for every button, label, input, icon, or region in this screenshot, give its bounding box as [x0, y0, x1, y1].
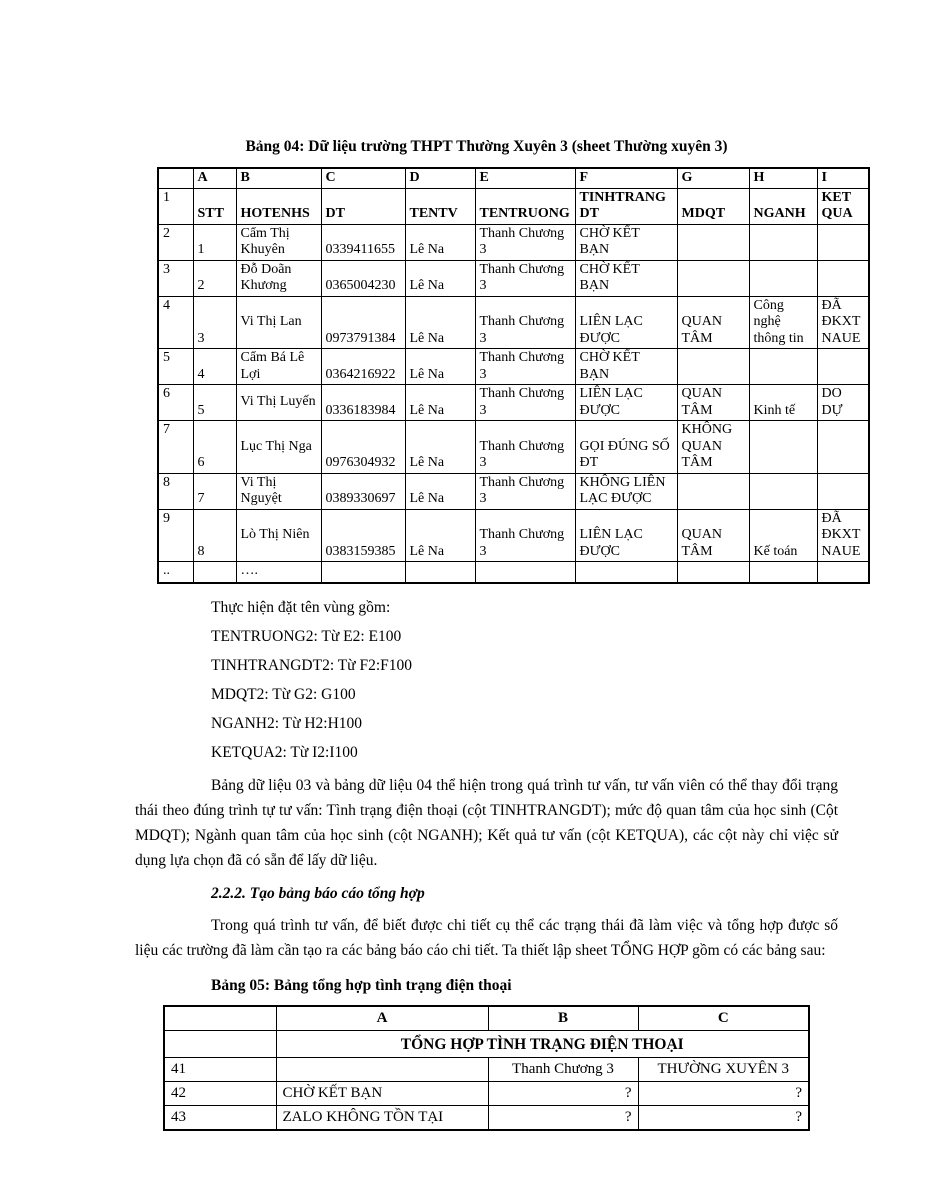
- cell-tentv: Lê Na: [405, 385, 475, 421]
- cell-nganh: [749, 421, 817, 474]
- cell-tentv: Lê Na: [405, 349, 475, 385]
- cell-status-label: ZALO KHÔNG TỒN TẠI: [276, 1106, 488, 1131]
- cell-ketqua: [817, 473, 869, 509]
- cell-tentruong: Thanh Chương 3: [475, 260, 575, 296]
- col-letter-g: G: [677, 168, 749, 188]
- table04-field-row: [158, 188, 869, 224]
- cell-school-b: Thanh Chương 3: [488, 1058, 638, 1082]
- table-row: [158, 473, 869, 509]
- table05-caption: Bảng 05: Bảng tổng hợp tình trạng điện thoại: [211, 977, 512, 994]
- cell-row-number: 9: [158, 509, 193, 562]
- table-row: [158, 421, 869, 474]
- cell-dt: 0364216922: [321, 349, 405, 385]
- col-letter-a: A: [276, 1006, 488, 1031]
- field-nganh: NGANH: [749, 188, 817, 224]
- cell-mdqt: [677, 562, 749, 584]
- cell-stt: 2: [193, 260, 236, 296]
- cell-dt: 0383159385: [321, 509, 405, 562]
- cell-stt: 5: [193, 385, 236, 421]
- cell-tinhtrangdt: LIÊN LẠC ĐƯỢC: [575, 296, 677, 349]
- cell-hotenhs: Vi Thị Lan: [236, 296, 321, 349]
- cell-row-number: 42: [164, 1082, 276, 1106]
- cell-tinhtrangdt: LIÊN LẠC ĐƯỢC: [575, 509, 677, 562]
- section-heading-222: 2.2.2. Tạo bảng báo cáo tổng hợp: [211, 885, 425, 902]
- table05-letter-row: [164, 1006, 809, 1031]
- cell-stt: 1: [193, 224, 236, 260]
- cell-tinhtrangdt: LIÊN LẠC ĐƯỢC: [575, 385, 677, 421]
- table05-title-row: [164, 1031, 809, 1058]
- cell-mdqt: QUAN TÂM: [677, 385, 749, 421]
- cell-nganh: Công nghệ thông tin: [749, 296, 817, 349]
- cell-ketqua: [817, 260, 869, 296]
- cell-corner: [164, 1006, 276, 1031]
- ranges-intro: Thực hiện đặt tên vùng gồm:: [211, 599, 391, 616]
- cell-row-number: 3: [158, 260, 193, 296]
- cell-hotenhs: Vi Thị Nguyệt: [236, 473, 321, 509]
- cell-stt: 4: [193, 349, 236, 385]
- col-letter-c: C: [638, 1006, 809, 1031]
- cell-tentruong: Thanh Chương 3: [475, 224, 575, 260]
- cell-row-number: ..: [158, 562, 193, 584]
- cell-row-number: 43: [164, 1106, 276, 1131]
- cell-tentruong: Thanh Chương 3: [475, 296, 575, 349]
- cell-corner: [158, 168, 193, 188]
- cell-tentruong: Thanh Chương 3: [475, 349, 575, 385]
- cell-mdqt: QUAN TÂM: [677, 509, 749, 562]
- field-stt: STT: [193, 188, 236, 224]
- cell-tentv: Lê Na: [405, 421, 475, 474]
- cell-tentv: Lê Na: [405, 473, 475, 509]
- col-letter-f: F: [575, 168, 677, 188]
- cell-tentv: Lê Na: [405, 260, 475, 296]
- cell-hotenhs: Cẩm Thị Khuyên: [236, 224, 321, 260]
- cell-nganh: Kế toán: [749, 509, 817, 562]
- cell-ketqua: ĐÃ ĐKXT NAUE: [817, 509, 869, 562]
- table-row: [158, 509, 869, 562]
- table05-title: TỔNG HỢP TÌNH TRẠNG ĐIỆN THOẠI: [276, 1031, 809, 1058]
- cell-tentruong: [475, 562, 575, 584]
- cell-nganh: [749, 349, 817, 385]
- range-definition: KETQUA2: Từ I2:I100: [211, 744, 358, 761]
- cell-dt: 0365004230: [321, 260, 405, 296]
- cell-tentv: [405, 562, 475, 584]
- table-row: [158, 349, 869, 385]
- col-letter-h: H: [749, 168, 817, 188]
- cell-stt: 3: [193, 296, 236, 349]
- col-letter-e: E: [475, 168, 575, 188]
- cell-count-b: ?: [488, 1106, 638, 1131]
- col-letter-i: I: [817, 168, 869, 188]
- cell-nganh: [749, 562, 817, 584]
- cell-ketqua: [817, 421, 869, 474]
- cell-dt: 0976304932: [321, 421, 405, 474]
- cell-row-number: 2: [158, 224, 193, 260]
- col-letter-d: D: [405, 168, 475, 188]
- cell-ketqua: ĐÃ ĐKXT NAUE: [817, 296, 869, 349]
- cell-count-c: ?: [638, 1082, 809, 1106]
- field-dt: DT: [321, 188, 405, 224]
- cell-mdqt: [677, 473, 749, 509]
- table-row: [164, 1082, 809, 1106]
- cell-tinhtrangdt: CHỜ KẾT BẠN: [575, 349, 677, 385]
- cell-tentv: Lê Na: [405, 224, 475, 260]
- cell-ketqua: DO DỰ: [817, 385, 869, 421]
- field-tinhtrangdt: TINHTRANG DT: [575, 188, 677, 224]
- cell-row-number: 7: [158, 421, 193, 474]
- cell-stt: 7: [193, 473, 236, 509]
- cell-row-number: 6: [158, 385, 193, 421]
- cell-tinhtrangdt: CHỜ KẾT BẠN: [575, 260, 677, 296]
- field-ketqua: KET QUA: [817, 188, 869, 224]
- cell-hotenhs: Vi Thị Luyến: [236, 385, 321, 421]
- cell-count-b: ?: [488, 1082, 638, 1106]
- cell-ketqua: [817, 562, 869, 584]
- ranges-list: [135, 628, 838, 761]
- field-hotenhs: HOTENHS: [236, 188, 321, 224]
- table-row: [164, 1058, 809, 1082]
- cell-dt: 0973791384: [321, 296, 405, 349]
- cell-mdqt: [677, 349, 749, 385]
- cell-row-number: 1: [158, 188, 193, 224]
- cell-mdqt: KHÔNG QUAN TÂM: [677, 421, 749, 474]
- cell-ketqua: [817, 224, 869, 260]
- cell-status-label: CHỜ KẾT BẠN: [276, 1082, 488, 1106]
- col-letter-b: B: [488, 1006, 638, 1031]
- cell-row-number: 5: [158, 349, 193, 385]
- cell-dt: 0339411655: [321, 224, 405, 260]
- cell-ketqua: [817, 349, 869, 385]
- table05-summary: [163, 1005, 810, 1131]
- cell-tentruong: Thanh Chương 3: [475, 385, 575, 421]
- cell-hotenhs: ….: [236, 562, 321, 584]
- cell-nganh: [749, 260, 817, 296]
- cell-dt: [321, 562, 405, 584]
- cell-tinhtrangdt: GỌI ĐÚNG SỐ ĐT: [575, 421, 677, 474]
- paragraph-after-ranges: Bảng dữ liệu 03 và bảng dữ liệu 04 thể hiện trong quá trình tư vấn, tư vấn viên có thể thay đổi trạng thái theo đúng trình tự tư vấn: Tình trạng điện thoại (cột TINHTRANGDT); mức độ quan tâm của học sinh (Cột MDQT); Ngành quan tâm của học sinh (cột NGANH); Kết quả tư vấn (cột KETQUA), các cột này chỉ việc sử dụng lựa chọn đã có sẵn để lấy dữ liệu.: [135, 777, 838, 869]
- table04-student-data: [157, 167, 870, 584]
- cell-school-c: THƯỜNG XUYÊN 3: [638, 1058, 809, 1082]
- col-letter-b: B: [236, 168, 321, 188]
- cell-tentv: Lê Na: [405, 509, 475, 562]
- cell-count-c: ?: [638, 1106, 809, 1131]
- cell-row-number: 8: [158, 473, 193, 509]
- cell-row-number: 41: [164, 1058, 276, 1082]
- cell-tentruong: Thanh Chương 3: [475, 473, 575, 509]
- table04-body: [158, 224, 869, 562]
- cell-stt: 8: [193, 509, 236, 562]
- table04-letter-row: [158, 168, 869, 188]
- field-tentruong: TENTRUONG: [475, 188, 575, 224]
- cell-status-label: [276, 1058, 488, 1082]
- cell-hotenhs: Lục Thị Nga: [236, 421, 321, 474]
- cell-dt: 0389330697: [321, 473, 405, 509]
- cell-tinhtrangdt: CHỜ KẾT BẠN: [575, 224, 677, 260]
- cell-dt: 0336183984: [321, 385, 405, 421]
- cell-stt: 6: [193, 421, 236, 474]
- table-row: [158, 385, 869, 421]
- cell-tentruong: Thanh Chương 3: [475, 421, 575, 474]
- range-definition: TINHTRANGDT2: Từ F2:F100: [211, 657, 413, 674]
- cell-mdqt: [677, 224, 749, 260]
- col-letter-c: C: [321, 168, 405, 188]
- range-definition: NGANH2: Từ H2:H100: [211, 715, 363, 732]
- cell-nganh: Kinh tế: [749, 385, 817, 421]
- cell-row-number: [164, 1031, 276, 1058]
- range-definition: TENTRUONG2: Từ E2: E100: [211, 628, 402, 645]
- table-row: [164, 1106, 809, 1131]
- table-row: [158, 260, 869, 296]
- cell-mdqt: [677, 260, 749, 296]
- table-row: [158, 296, 869, 349]
- cell-tinhtrangdt: KHÔNG LIÊN LẠC ĐƯỢC: [575, 473, 677, 509]
- cell-hotenhs: Lò Thị Niên: [236, 509, 321, 562]
- cell-tentruong: Thanh Chương 3: [475, 509, 575, 562]
- cell-tinhtrangdt: [575, 562, 677, 584]
- cell-row-number: 4: [158, 296, 193, 349]
- table04-ellipsis-row: [158, 562, 869, 584]
- table-row: [158, 224, 869, 260]
- cell-stt: [193, 562, 236, 584]
- cell-nganh: [749, 224, 817, 260]
- range-definition: MDQT2: Từ G2: G100: [211, 686, 356, 703]
- cell-nganh: [749, 473, 817, 509]
- field-tentv: TENTV: [405, 188, 475, 224]
- cell-mdqt: QUAN TÂM: [677, 296, 749, 349]
- cell-hotenhs: Cẩm Bá Lê Lợi: [236, 349, 321, 385]
- table04-caption: Bảng 04: Dữ liệu trường THPT Thường Xuyên 3 (sheet Thường xuyên 3): [245, 138, 728, 155]
- cell-hotenhs: Đỗ Doãn Khương: [236, 260, 321, 296]
- col-letter-a: A: [193, 168, 236, 188]
- cell-tentv: Lê Na: [405, 296, 475, 349]
- field-mdqt: MDQT: [677, 188, 749, 224]
- paragraph-section-body: Trong quá trình tư vấn, để biết được chi tiết cụ thể các trạng thái đã làm việc và tổng hợp được số liệu các trường đã làm cần tạo ra các bảng báo cáo chi tiết. Ta thiết lập sheet TỔNG HỢP gồm có các bảng sau:: [135, 917, 838, 959]
